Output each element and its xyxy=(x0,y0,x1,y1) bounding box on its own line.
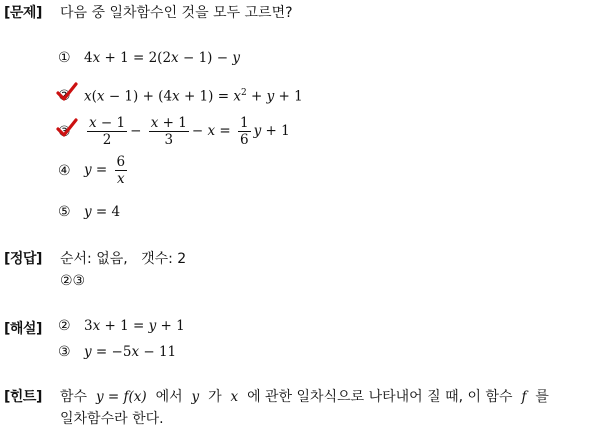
checkmark-icon xyxy=(56,118,78,138)
hint-line-2: 일차함수라 한다. xyxy=(60,411,164,427)
problem-question: 다음 중 일차함수인 것을 모두 고르면? xyxy=(60,5,293,21)
problem-label: [문제] xyxy=(4,5,42,21)
choice-number: ③ xyxy=(58,124,76,140)
choice-4[interactable] xyxy=(58,155,130,186)
answer-choices: ②③ xyxy=(60,273,86,289)
choice-5-equation: y = 4 xyxy=(84,204,121,220)
choice-number: ② xyxy=(58,88,76,104)
choice-number: ① xyxy=(58,50,71,66)
choice-3[interactable] xyxy=(58,116,290,147)
checkmark-icon xyxy=(56,82,78,102)
choice-number: ④ xyxy=(58,162,71,179)
choice-2-equation: $x(x - 1) + (4x + 1) = x^2 + y + 1$ xyxy=(84,88,303,105)
choice-1[interactable] xyxy=(58,50,240,66)
explanation-item-2 xyxy=(58,318,185,334)
explanation-2-equation: 3x + 1 = y + 1 xyxy=(84,318,185,334)
answer-label: [정답] xyxy=(4,251,42,267)
choice-4-equation: y = $\frac{6}{x}$ xyxy=(84,154,126,187)
explanation-number: ② xyxy=(58,318,71,334)
explanation-3-equation: y = −5x − 11 xyxy=(84,344,177,360)
answer-summary: 순서: 없음, 갯수: 2 xyxy=(60,251,187,267)
hint-label: [힌트] xyxy=(4,389,42,405)
choice-number: ⑤ xyxy=(58,204,71,220)
explanation-number: ③ xyxy=(58,344,71,360)
explanation-label: [해설] xyxy=(4,321,42,337)
choice-1-equation: 4x + 1 = 2(2x − 1) − y xyxy=(84,50,240,66)
choice-5[interactable] xyxy=(58,204,120,220)
choice-2[interactable] xyxy=(58,88,303,105)
hint-line-1: 함수 y = f(x) 에서 y 가 x 에 관한 일차식으로 나타내어 질 때, 이 함수 f 를 xyxy=(60,389,549,405)
explanation-item-3 xyxy=(58,344,176,360)
choice-3-equation: $\frac{x - 1}{2}$ − $\frac{x + 1}{3}$ − x = $\frac{1}{6}$ y + 1 xyxy=(89,115,290,148)
